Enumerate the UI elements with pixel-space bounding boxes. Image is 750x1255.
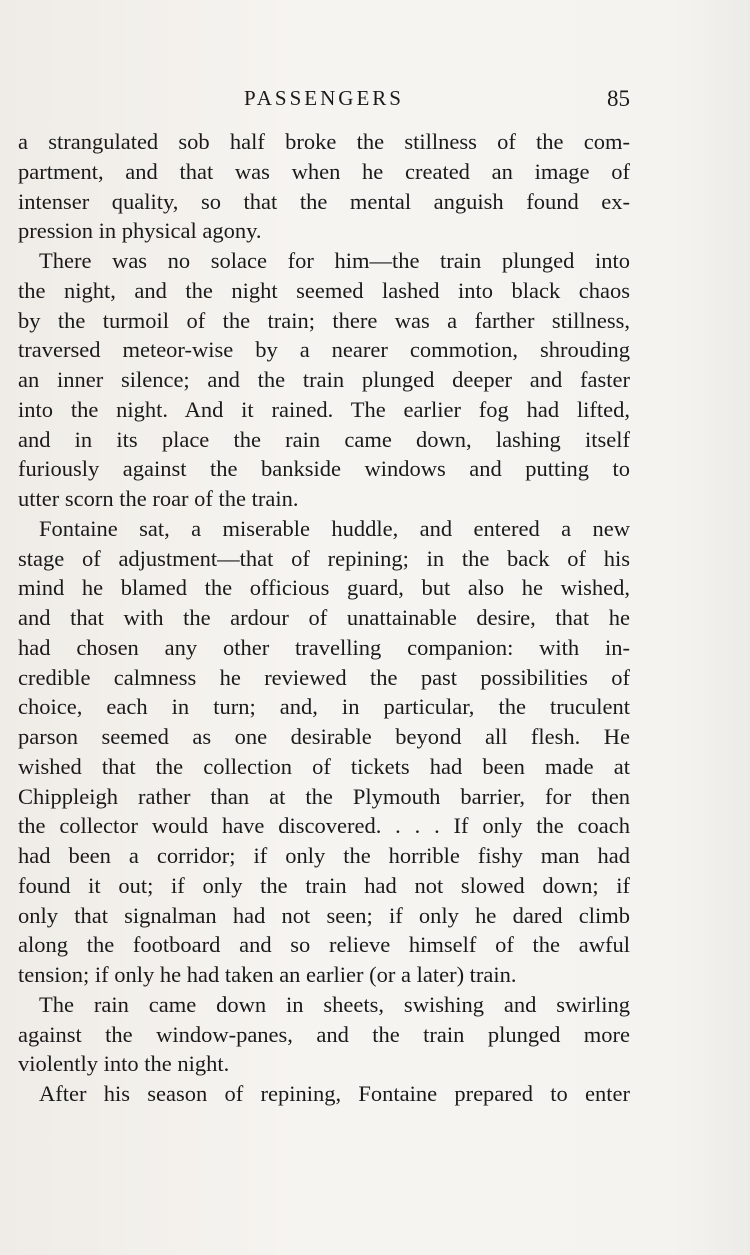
running-title: PASSENGERS <box>244 86 404 110</box>
text-line: the collector would have discovered. . . . If only the coach <box>18 813 630 839</box>
text-line: found it out; if only the train had not slowed down; if <box>18 872 630 898</box>
text-line: intenser quality, so that the mental anguish found ex- <box>18 188 630 214</box>
text-line: traversed meteor-wise by a nearer commotion, shrouding <box>18 337 630 363</box>
text-line: wished that the collection of tickets had been made at <box>18 753 630 779</box>
running-head <box>18 86 630 118</box>
text-line: mind he blamed the officious guard, but also he wished, <box>18 575 630 601</box>
text-line: There was no solace for him—the train plunged into <box>39 248 630 273</box>
text-line: stage of adjustment—that of repining; in the back of his <box>18 545 630 571</box>
text-line: against the window-panes, and the train plunged more <box>18 1021 630 1047</box>
text-line: the night, and the night seemed lashed into black chaos <box>18 277 630 303</box>
text-line: parson seemed as one desirable beyond all flesh. He <box>18 724 630 749</box>
text-line: along the footboard and so relieve himself of the awful <box>18 932 630 958</box>
text-line: by the turmoil of the train; there was a farther stillness, <box>18 307 630 333</box>
text-line: only that signalman had not seen; if only he dared climb <box>18 902 630 928</box>
text-line: partment, and that was when he created an image of <box>18 158 630 184</box>
text-line: into the night. And it rained. The earlier fog had lifted, <box>18 396 630 422</box>
text-line: violently into the night. <box>18 1051 230 1077</box>
text-line: Fontaine sat, a miserable huddle, and entered a new <box>39 515 630 541</box>
text-line: and in its place the rain came down, lashing itself <box>18 426 630 452</box>
text-line: Chippleigh rather than at the Plymouth barrier, for then <box>18 783 630 809</box>
body-text <box>18 127 630 1109</box>
text-line: utter scorn the roar of the train. <box>18 486 299 511</box>
text-line: had been a corridor; if only the horrible fishy man had <box>18 843 630 868</box>
text-line: The rain came down in sheets, swishing and swirling <box>39 991 630 1017</box>
text-line: an inner silence; and the train plunged deeper and faster <box>18 367 630 392</box>
page-number: 85 <box>607 86 630 111</box>
text-line: a strangulated sob half broke the stillness of the com- <box>18 129 630 154</box>
text-line: choice, each in turn; and, in particular, the truculent <box>18 694 630 720</box>
text-line: tension; if only he had taken an earlier (or a later) train. <box>18 962 517 987</box>
text-line: pression in physical agony. <box>18 218 262 244</box>
text-line: credible calmness he reviewed the past possibilities of <box>18 664 630 690</box>
text-line: and that with the ardour of unattainable desire, that he <box>18 605 630 630</box>
text-line: After his season of repining, Fontaine prepared to enter <box>39 1081 630 1106</box>
text-line: had chosen any other travelling companion: with in- <box>18 634 630 660</box>
text-line: furiously against the bankside windows and putting to <box>18 456 630 482</box>
